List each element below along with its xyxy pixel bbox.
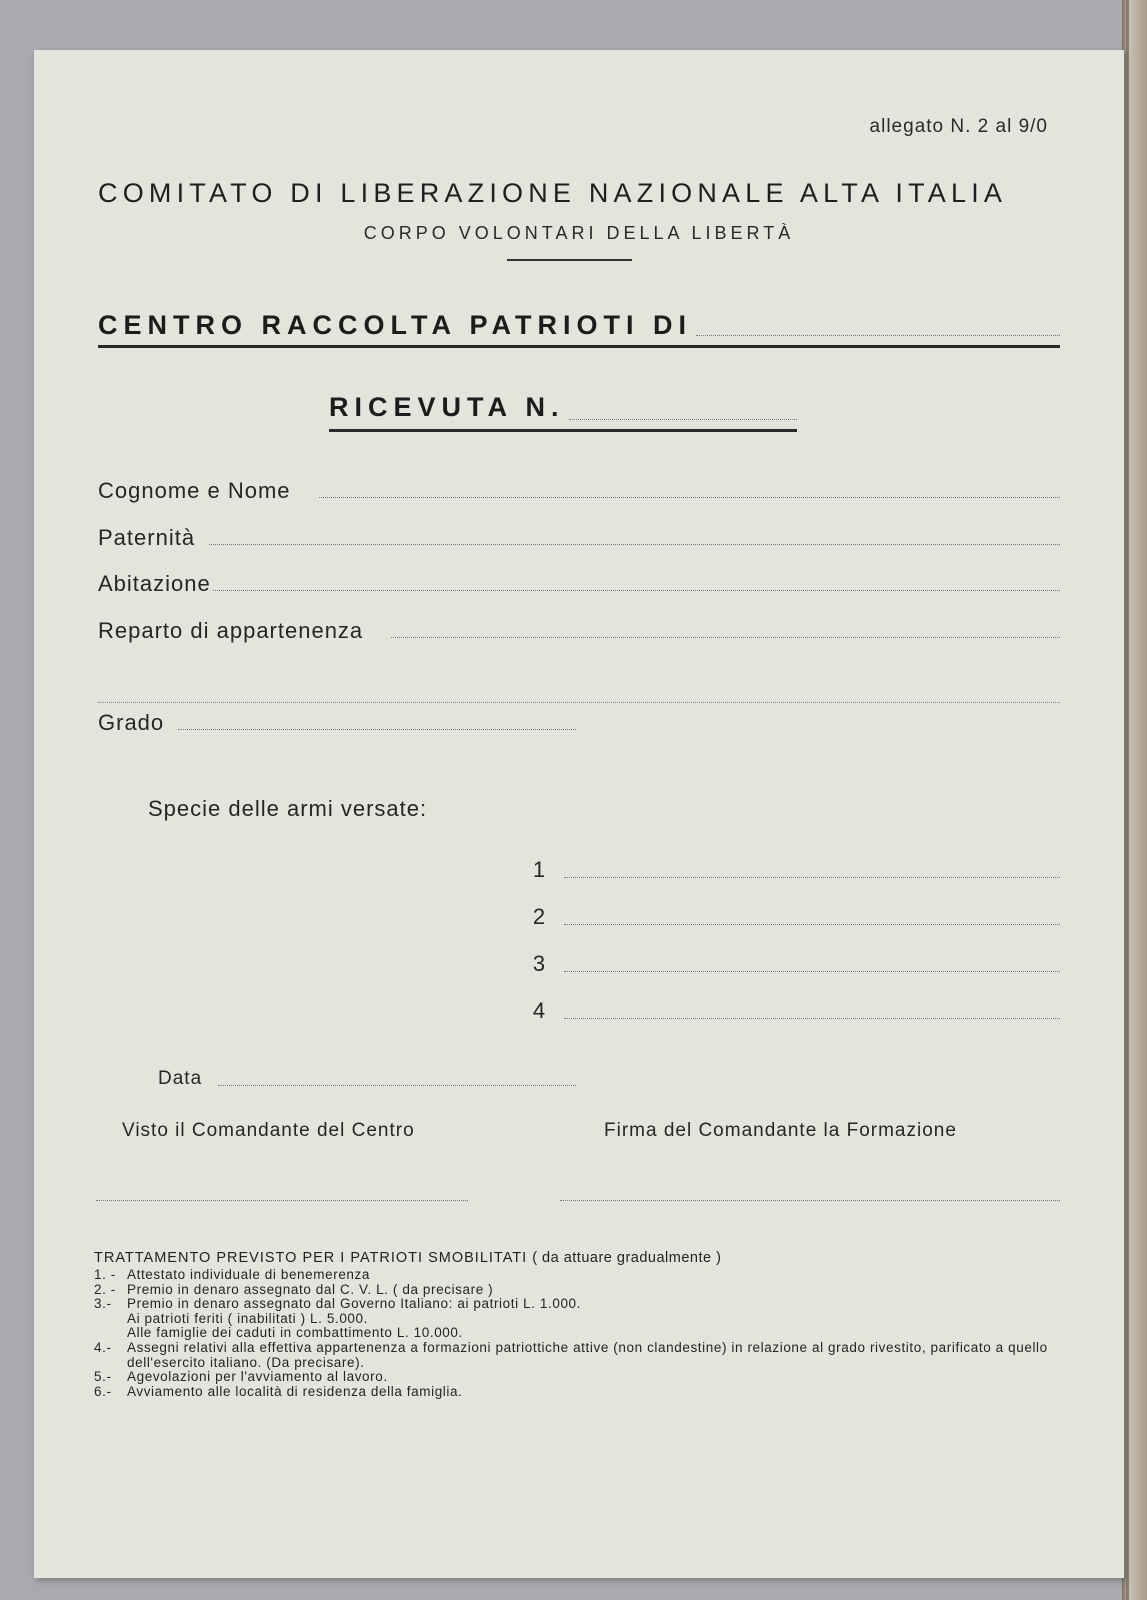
weapon-row-3[interactable] <box>524 947 1060 977</box>
item-text: Agevolazioni per l'avviamento al lavoro. <box>127 1369 388 1385</box>
receipt-label: RICEVUTA N. <box>329 392 565 422</box>
list-item-continuation: Alle famiglie dei caduti in combattimento L. 10.000. <box>127 1325 463 1341</box>
divider <box>507 259 632 261</box>
weapon-blank[interactable] <box>564 1018 1060 1019</box>
centro-label: CENTRO RACCOLTA PATRIOTI DI <box>98 310 692 340</box>
weapon-row-2[interactable] <box>524 900 1060 930</box>
rank-label: Grado <box>98 710 165 735</box>
list-item <box>94 1341 1074 1370</box>
list-item <box>94 1385 1074 1400</box>
treatment-subtitle: ( da attuare gradualmente ) <box>532 1250 722 1266</box>
centro-raccolta-field[interactable] <box>98 306 1060 348</box>
formation-commander-label: Firma del Comandante la Formazione <box>604 1120 957 1141</box>
paternity-blank[interactable] <box>209 544 1060 545</box>
corps-subtitle: CORPO VOLONTARI DELLA LIBERTÀ <box>363 223 795 243</box>
treatment-heading <box>94 1250 721 1266</box>
paternity-field[interactable] <box>98 517 1060 551</box>
list-item <box>94 1370 1074 1385</box>
item-number: 5.- <box>94 1369 112 1385</box>
form-sheet <box>34 50 1124 1578</box>
weapon-blank[interactable] <box>564 971 1060 972</box>
weapon-number: 4 <box>532 998 546 1023</box>
treatment-list <box>94 1268 1074 1399</box>
adjacent-pages <box>1122 0 1147 1600</box>
date-blank[interactable] <box>218 1085 576 1086</box>
item-number: 4.- <box>94 1339 112 1355</box>
center-commander-signature-line[interactable] <box>96 1200 468 1201</box>
receipt-blank-line[interactable] <box>569 419 797 420</box>
item-text: Attestato individuale di benemerenza <box>127 1267 370 1282</box>
list-item <box>94 1297 1074 1312</box>
surname-name-field[interactable] <box>98 470 1060 504</box>
centro-blank-line[interactable] <box>696 335 1060 336</box>
surname-name-blank[interactable] <box>319 497 1060 498</box>
list-item <box>94 1283 1074 1298</box>
attachment-reference: allegato N. 2 al 9/0 <box>869 116 1048 137</box>
receipt-number-field[interactable] <box>329 390 797 432</box>
item-number: 3.- <box>94 1296 112 1312</box>
residence-field[interactable] <box>98 563 1060 597</box>
rank-field[interactable] <box>98 702 576 736</box>
center-commander-label: Visto il Comandante del Centro <box>122 1120 415 1141</box>
weapon-blank[interactable] <box>564 924 1060 925</box>
organization-title: COMITATO DI LIBERAZIONE NAZIONALE ALTA ITALIA <box>98 178 1008 208</box>
item-text: Premio in denaro assegnato dal C. V. L. ( da precisare ) <box>127 1281 494 1297</box>
item-text: Avviamento alle località di residenza della famiglia. <box>127 1383 463 1399</box>
weapon-row-1[interactable] <box>524 853 1060 883</box>
unit-blank[interactable] <box>391 637 1060 638</box>
paternity-label: Paternità <box>98 525 196 550</box>
item-text: Premio in denaro assegnato dal Governo Italiano: ai patrioti L. 1.000. <box>127 1296 582 1312</box>
weapon-number: 1 <box>532 857 546 882</box>
treatment-title: TRATTAMENTO PREVISTO PER I PATRIOTI SMOBILITATI <box>94 1250 528 1266</box>
rank-blank[interactable] <box>178 729 576 730</box>
residence-label: Abitazione <box>98 571 211 596</box>
item-text: Assegni relativi alla effettiva appartenenza a formazioni patriottiche attive (non clandestine) in relazione al grado rivestito, parificato a quello dell'esercito italiano. (Da precisare). <box>127 1339 1048 1370</box>
weapon-number: 2 <box>532 904 546 929</box>
weapons-title: Specie delle armi versate: <box>148 796 428 821</box>
formation-commander-signature-line[interactable] <box>560 1200 1060 1201</box>
residence-blank[interactable] <box>213 590 1060 591</box>
unit-label: Reparto di appartenenza <box>98 618 364 643</box>
weapon-number: 3 <box>532 951 546 976</box>
item-number: 1. - <box>94 1267 116 1282</box>
date-label: Data <box>158 1068 203 1089</box>
weapon-row-4[interactable] <box>524 994 1060 1024</box>
list-item <box>94 1268 1074 1283</box>
unit-field[interactable] <box>98 610 1060 644</box>
surname-name-label: Cognome e Nome <box>98 478 291 503</box>
date-field[interactable] <box>158 1062 576 1090</box>
item-number: 6.- <box>94 1383 112 1399</box>
list-item-continuation: Ai patrioti feriti ( inabilitati ) L. 5.000. <box>127 1310 368 1326</box>
item-number: 2. - <box>94 1281 116 1297</box>
weapon-blank[interactable] <box>564 877 1060 878</box>
